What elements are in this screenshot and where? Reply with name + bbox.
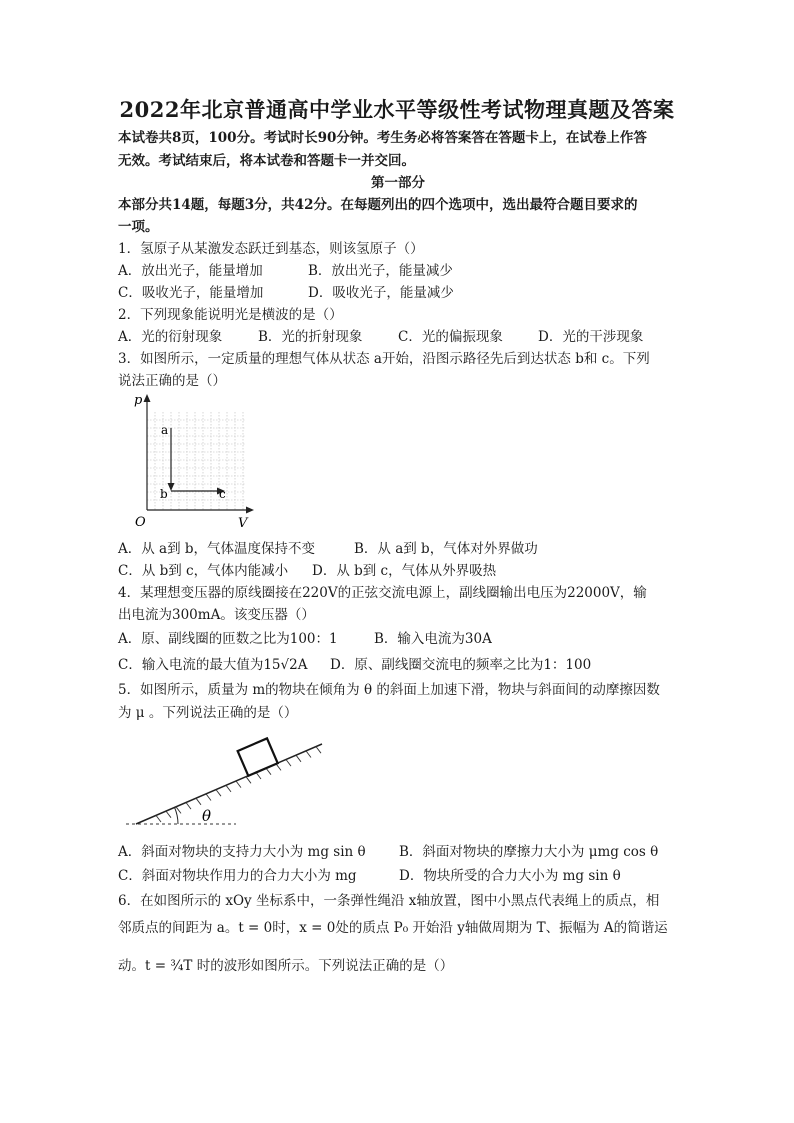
p-axis-label: p: [134, 393, 143, 408]
q3-option-b: B．从 a到 b，气体对外界做功: [354, 541, 538, 557]
page-title: 2022年北京普通高中学业水平等级性考试物理真题及答案: [119, 97, 675, 122]
q5-stem-line-1: 5．如图所示，质量为 m的物块在倾角为 θ 的斜面上加速下滑，物块与斜面间的动摩擦因数: [118, 682, 660, 698]
q1-stem: 1．氢原子从某激发态跃迁到基态，则该氢原子（）: [118, 241, 424, 257]
part-instructions-line-1: 本部分共14题，每题3分，共42分。在每题列出的四个选项中，选出最符合题目要求的: [118, 197, 638, 213]
incline-surface: [136, 744, 322, 824]
point-b-label: b: [160, 487, 168, 501]
origin-label: O: [135, 515, 146, 530]
incline-diagram: [126, 724, 336, 834]
q6-stem-line-1: 6．在如图所示的 xOy 坐标系中，一条弹性绳沿 x轴放置，图中小黑点代表绳上的质点，相: [118, 893, 660, 909]
q2-option-d: D．光的干涉现象: [538, 329, 644, 345]
q5-options-row-1: [118, 842, 678, 862]
q4-option-a: A．原、副线圈的匝数之比为100：1: [118, 631, 338, 647]
q3-option-c: C．从 b到 c，气体内能减小: [118, 563, 289, 579]
q6-stem-line-3: 动。t = ¾T 时的波形如图所示。下列说法正确的是（）: [118, 958, 454, 974]
q5-option-d: D．物块所受的合力大小为 mg sin θ: [399, 868, 621, 884]
p-axis-arrow-icon: [144, 394, 151, 402]
q3-options-row-2: [118, 561, 678, 581]
intro-line-1: 本试卷共8页，100分。考试时长90分钟。考生务必将答案答在答题卡上，在试卷上作答: [118, 130, 647, 146]
q3-option-d: D．从 b到 c，气体从外界吸热: [312, 563, 497, 579]
q4-stem-line-1: 4．某理想变压器的原线圈接在220V的正弦交流电源上，副线圈输出电压为22000V，输: [118, 585, 647, 601]
q3-stem-line-2: 说法正确的是（）: [118, 373, 226, 389]
part-heading: 第一部分: [371, 175, 425, 191]
q4-option-d: D．原、副线圈交流电的频率之比为1：100: [330, 657, 592, 673]
q2-options-row: [118, 327, 678, 347]
q6-stem-line-2: 邻质点的间距为 a。t = 0时，x = 0处的质点 P₀ 开始沿 y轴做周期为 T、振幅为 A的简谐运: [118, 920, 668, 936]
q5-option-a: A．斜面对物块的支持力大小为 mg sin θ: [118, 844, 366, 860]
q4-option-b: B．输入电流为30A: [374, 631, 492, 647]
q1-options-row-1: [118, 261, 678, 281]
pv-diagram: [126, 392, 266, 532]
q1-option-a: A．放出光子，能量增加: [118, 263, 263, 279]
q5-option-b: B．斜面对物块的摩擦力大小为 μmg cos θ: [399, 844, 659, 860]
v-axis-arrow-icon: [246, 507, 254, 514]
v-axis-label: V: [238, 516, 248, 531]
q4-option-c: C．输入电流的最大值为15√2A: [118, 657, 308, 673]
part-instructions-line-2: 一项。: [118, 219, 159, 235]
q5-stem-line-2: 为 μ 。下列说法正确的是（）: [118, 705, 298, 721]
q1-option-c: C．吸收光子，能量增加: [118, 285, 264, 301]
q2-option-a: A．光的衍射现象: [118, 329, 223, 345]
q3-options-row-1: [118, 539, 678, 559]
arrow-a-to-b-icon: [168, 483, 175, 491]
q2-option-c: C．光的偏振现象: [398, 329, 503, 345]
q3-stem-line-1: 3．如图所示，一定质量的理想气体从状态 a开始，沿图示路径先后到达状态 b和 c。下列: [118, 351, 650, 367]
q1-option-d: D．吸收光子，能量减少: [308, 285, 454, 301]
intro-line-2: 无效。考试结束后，将本试卷和答题卡一并交回。: [118, 153, 415, 169]
angle-arc: [175, 808, 178, 824]
block: [238, 738, 278, 775]
angle-label: θ: [202, 807, 212, 825]
q5-option-c: C．斜面对物块作用力的合力大小为 mg: [118, 868, 357, 884]
q4-options-row-1: [118, 629, 678, 649]
q2-option-b: B．光的折射现象: [258, 329, 363, 345]
q3-option-a: A．从 a到 b，气体温度保持不变: [118, 541, 316, 557]
q1-options-row-2: [118, 283, 678, 303]
q5-options-row-2: [118, 866, 678, 886]
point-a-label: a: [161, 423, 169, 437]
q4-options-row-2: [118, 655, 678, 675]
point-c-label: c: [219, 487, 226, 501]
q4-stem-line-2: 出电流为300mA。该变压器（）: [118, 607, 315, 623]
q1-option-b: B．放出光子，能量减少: [308, 263, 453, 279]
q2-stem: 2．下列现象能说明光是横波的是（）: [118, 307, 343, 323]
incline-hatching: [156, 747, 321, 822]
